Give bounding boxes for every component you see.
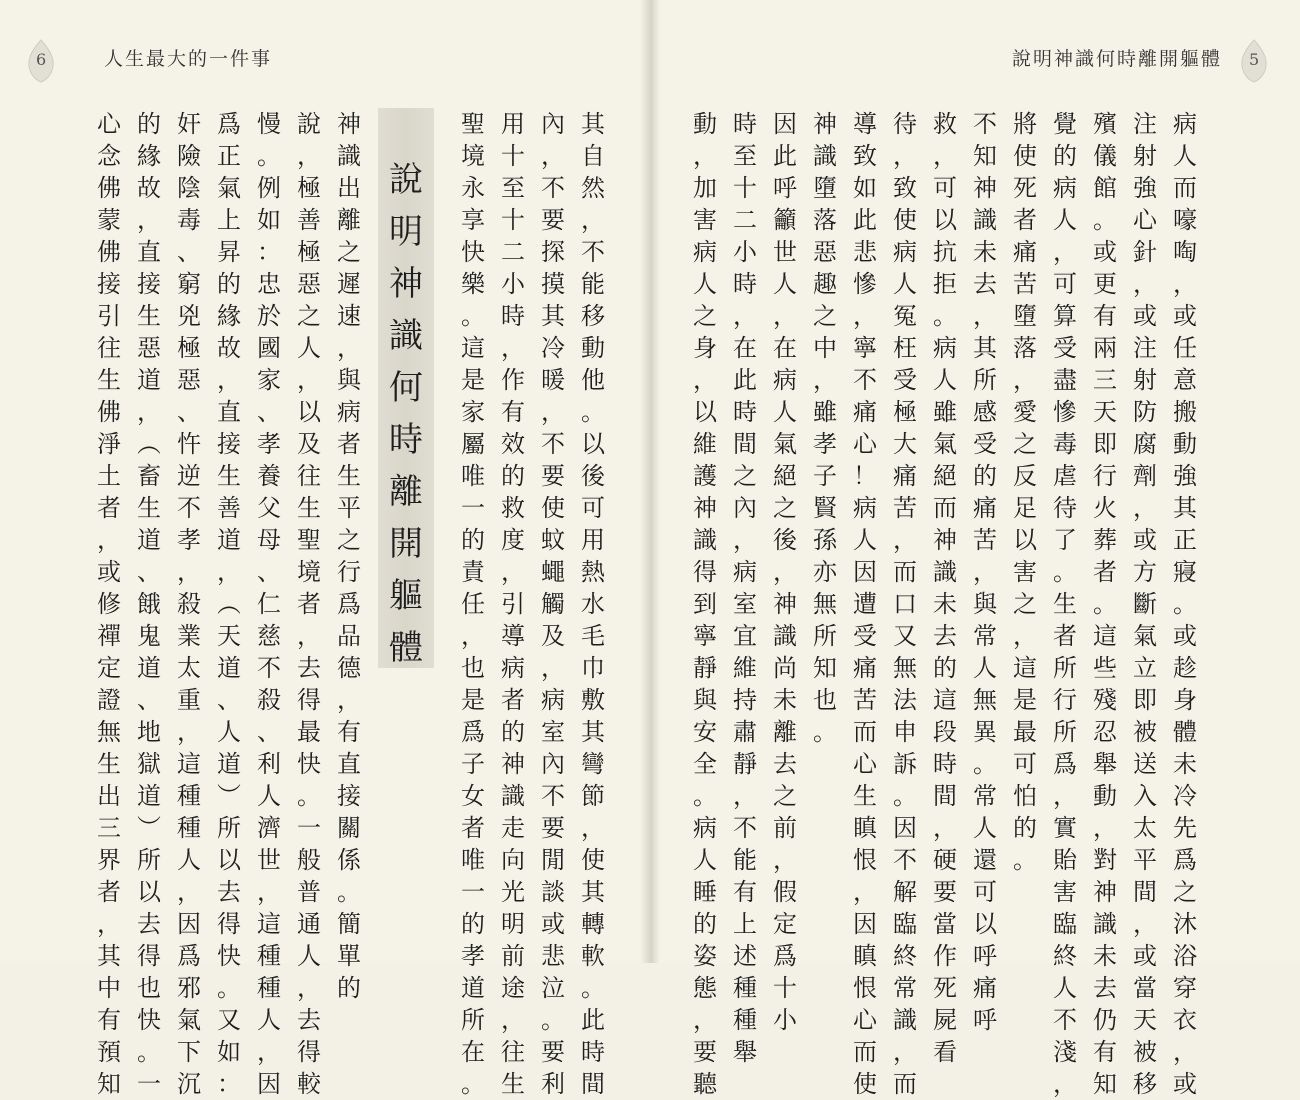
text-column: 導 致 如 此 悲 慘 ， 寧 不 痛 心 ！ 病 人 因 遭 受 痛 苦 而 心 生 瞋 恨 ， 因 瞋 恨 心 而 使 bbox=[853, 110, 877, 1098]
page-number: 5 bbox=[1249, 50, 1260, 69]
text-column: 待 ， 致 使 病 人 冤 枉 受 極 大 痛 苦 ， 而 口 又 無 法 申 訴 。 因 不 解 臨 終 常 識 ， 而 bbox=[893, 110, 917, 1098]
text-column: 內 ， 不 要 探 摸 其 冷 暖 ， 不 要 使 蚊 蠅 觸 及 ， 病 室 內 不 要 閒 談 或 悲 泣 。 要 利 bbox=[541, 110, 565, 1098]
page-number: 6 bbox=[36, 50, 47, 69]
right-page bbox=[652, 0, 1300, 1098]
text-column: 病 人 而 嚎 啕 ， 或 任 意 搬 動 強 其 正 寢 。 或 趁 身 體 未 冷 先 爲 之 沐 浴 穿 衣 ， 或 bbox=[1173, 110, 1197, 1098]
text-column: 用 十 至 十 二 小 時 ， 作 有 效 的 救 度 ， 引 導 病 者 的 神 識 走 向 光 明 前 途 ， 往 生 bbox=[501, 110, 525, 1098]
text-column: 時 至 十 二 小 時 ， 在 此 時 間 之 內 ， 病 室 宜 維 持 肅 靜 ， 不 能 有 上 述 種 種 舉 bbox=[733, 110, 757, 1066]
text-column: 神 識 出 離 之 遲 速 ， 與 病 者 生 平 之 行 爲 品 德 ， 有 直 接 關 係 。 簡 單 的 bbox=[337, 110, 361, 1002]
text-column: 不 知 神 識 未 去 ， 其 所 感 受 的 痛 苦 ， 與 常 人 無 異 。 常 人 還 可 以 呼 痛 呼 bbox=[973, 110, 997, 1034]
book-gutter bbox=[640, 0, 660, 963]
text-column: 動 ， 加 害 病 人 之 身 ， 以 維 護 神 識 得 到 寧 靜 與 安 全 。 病 人 睡 的 姿 態 ， 要 聽 bbox=[693, 110, 717, 1098]
text-column: 奸 險 陰 毒 、 窮 兇 極 惡 、 忤 逆 不 孝 ， 殺 業 太 重 ， 這 種 種 人 ， 因 爲 邪 氣 下 沉 bbox=[177, 110, 201, 1098]
text-column: 將 使 死 者 痛 苦 墮 落 ， 愛 之 反 足 以 害 之 ， 這 是 最 可 怕 的 。 bbox=[1013, 110, 1037, 874]
text-column: 說 ， 極 善 極 惡 之 人 ， 以 及 往 生 聖 境 者 ， 去 得 最 快 。 一 般 普 通 人 ， 去 得 較 bbox=[297, 110, 321, 1098]
text-column: 的 緣 故 ， 直 接 生 惡 道 ， ︵ 畜 生 道 、 餓 鬼 道 、 地 獄 道 ︶ 所 以 去 得 也 快 。 一 bbox=[137, 110, 161, 1098]
text-column: 覺 的 病 人 ， 可 算 受 盡 慘 毒 虐 待 了 。 生 者 所 行 所 爲 ， 實 貽 害 臨 終 人 不 淺 ， bbox=[1053, 110, 1077, 1098]
text-column: 爲 正 氣 上 昇 的 緣 故 ， 直 接 生 善 道 ， ︵ 天 道 、 人 道 ︶ 所 以 去 得 快 。 又 如 ： bbox=[217, 110, 241, 1098]
text-column: 心 念 佛 蒙 佛 接 引 往 生 佛 淨 土 者 ， 或 修 禪 定 證 無 生 出 三 界 者 ， 其 中 有 預 知 bbox=[97, 110, 121, 1098]
text-column: 其 自 然 ， 不 能 移 動 他 。 以 後 可 用 熱 水 毛 巾 敷 其 彎 節 ， 使 其 轉 軟 。 此 時 間 bbox=[581, 110, 605, 1098]
text-column: 神 識 墮 落 惡 趣 之 中 ， 雖 孝 子 賢 孫 亦 無 所 知 也 。 bbox=[813, 110, 837, 746]
text-columns bbox=[680, 108, 1200, 1098]
running-head: 說明神識何時離開軀體 bbox=[1012, 48, 1223, 70]
left-page bbox=[0, 0, 648, 1098]
text-column: 因 此 呼 籲 世 人 ， 在 病 人 氣 絕 之 後 ， 神 識 尚 未 離 去 之 前 ， 假 定 爲 十 小 bbox=[773, 110, 797, 1034]
text-column: 慢 。 例 如 ： 忠 於 國 家 、 孝 養 父 母 、 仁 慈 不 殺 、 利 人 濟 世 ， 這 種 種 人 ， 因 bbox=[257, 110, 281, 1098]
text-columns bbox=[84, 108, 608, 1098]
text-column: 殯 儀 館 。 或 更 有 兩 三 天 即 行 火 葬 者 。 這 些 殘 忍 舉 動 ， 對 神 識 未 去 仍 有 知 bbox=[1093, 110, 1117, 1098]
section-title: 說 明 神 識 何 時 離 開 軀 體 bbox=[378, 108, 434, 668]
running-head: 人生最大的一件事 bbox=[104, 48, 273, 70]
text-column: 聖 境 永 享 快 樂 。 這 是 家 屬 唯 一 的 責 任 ， 也 是 爲 子 女 者 唯 一 的 孝 道 所 在 。 bbox=[461, 110, 485, 1098]
text-column: 注 射 強 心 針 ， 或 注 射 防 腐 劑 ， 或 方 斷 氣 立 即 被 送 入 太 平 間 ， 或 當 天 被 移 bbox=[1133, 110, 1157, 1098]
text-column: 救 ， 可 以 抗 拒 。 病 人 雖 氣 絕 而 神 識 未 去 的 這 段 時 間 ， 硬 要 當 作 死 屍 看 bbox=[933, 110, 957, 1066]
